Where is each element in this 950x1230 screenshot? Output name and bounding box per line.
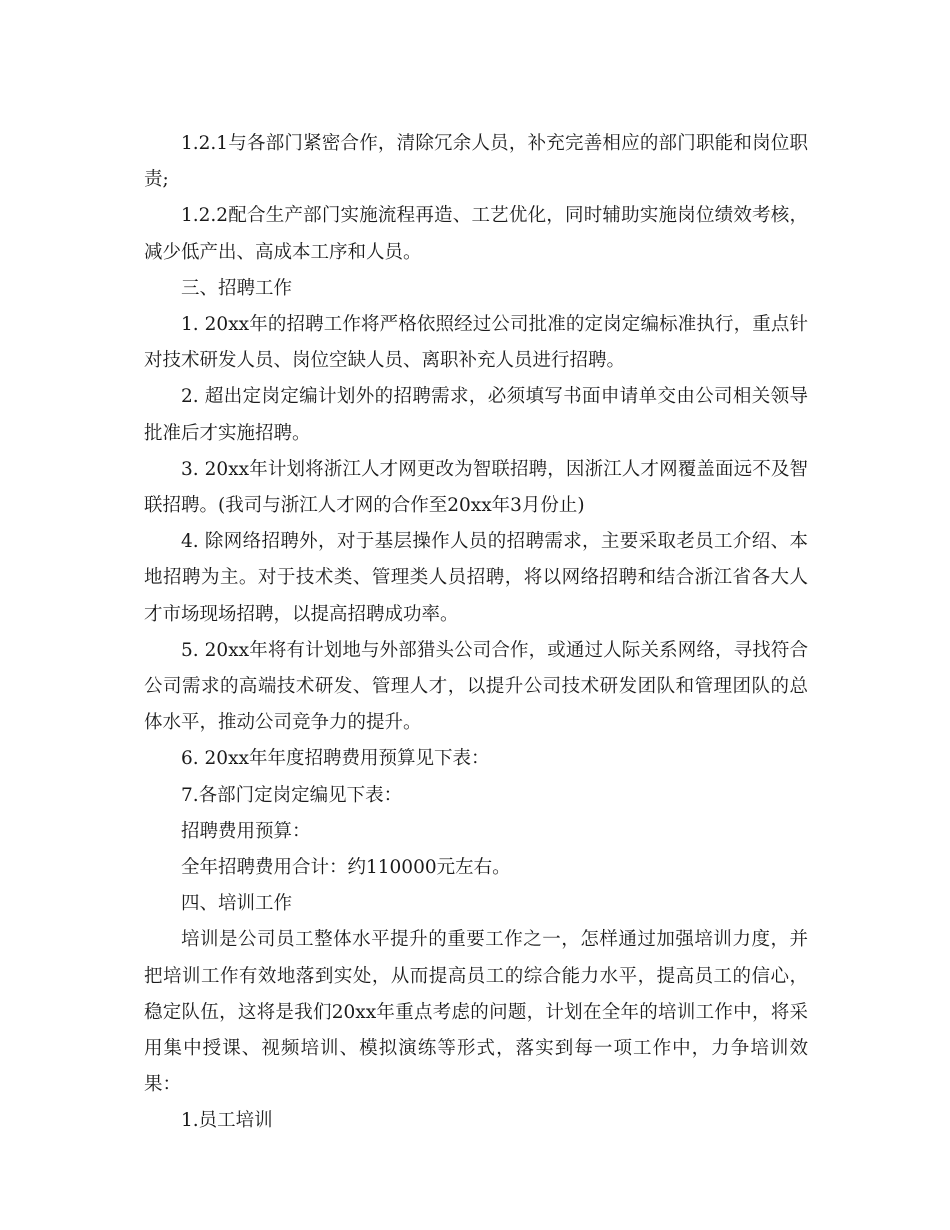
paragraph-1-2-1: 1.2.1与各部门紧密合作，清除冗余人员，补充完善相应的部门职能和岗位职责;	[144, 133, 808, 191]
section-heading-training: 四、培训工作	[181, 893, 293, 915]
paragraph-recruitment-5: 5. 20xx年将有计划地与外部猎头公司合作，或通过人际关系网络，寻找符合公司需求的高端技术研发、管理人才，以提升公司技术研发团队和管理团队的总体水平，推动公司竞争力的提升。	[144, 639, 808, 734]
paragraph-recruitment-6: 6. 20xx年年度招聘费用预算见下表：	[181, 748, 490, 770]
paragraph-recruitment-2: 2. 超出定岗定编计划外的招聘需求，必须填写书面申请单交由公司相关领导批准后才实施招聘。	[144, 386, 808, 444]
section-heading-recruitment: 三、招聘工作	[181, 277, 293, 299]
paragraph-training-intro: 培训是公司员工整体水平提升的重要工作之一，怎样通过加强培训力度，并把培训工作有效地落到实处，从而提高员工的综合能力水平，提高员工的信心，稳定队伍，这将是我们20xx年重点考虑的问题，计划在全年的培训工作中，将采用集中授课、视频培训、模拟演练等形式，落实到每一项工作中，力争培训效果：	[144, 929, 808, 1096]
paragraph-recruitment-3: 3. 20xx年计划将浙江人才网更改为智联招聘，因浙江人才网覆盖面远不及智联招聘。(我司与浙江人才网的合作至20xx年3月份止)	[144, 458, 808, 517]
paragraph-1-2-2: 1.2.2配合生产部门实施流程再造、工艺优化，同时辅助实施岗位绩效考核，减少低产出、高成本工序和人员。	[144, 205, 808, 263]
paragraph-recruitment-7: 7.各部门定岗定编见下表：	[181, 784, 403, 806]
paragraph-recruitment-4: 4. 除网络招聘外，对于基层操作人员的招聘需求，主要采取老员工介绍、本地招聘为主。对于技术类、管理类人员招聘，将以网络招聘和结合浙江省各大人才市场现场招聘，以提高招聘成功率。	[144, 531, 808, 625]
paragraph-recruitment-1: 1. 20xx年的招聘工作将严格依照经过公司批准的定岗定编标准执行，重点针对技术研发人员、岗位空缺人员、离职补充人员进行招聘。	[144, 314, 808, 372]
document-body	[144, 126, 808, 1140]
paragraph-budget-label: 招聘费用预算：	[181, 820, 311, 842]
paragraph-training-1: 1.员工培训	[181, 1110, 273, 1132]
paragraph-budget-total: 全年招聘费用合计：约110000元左右。	[181, 857, 511, 879]
